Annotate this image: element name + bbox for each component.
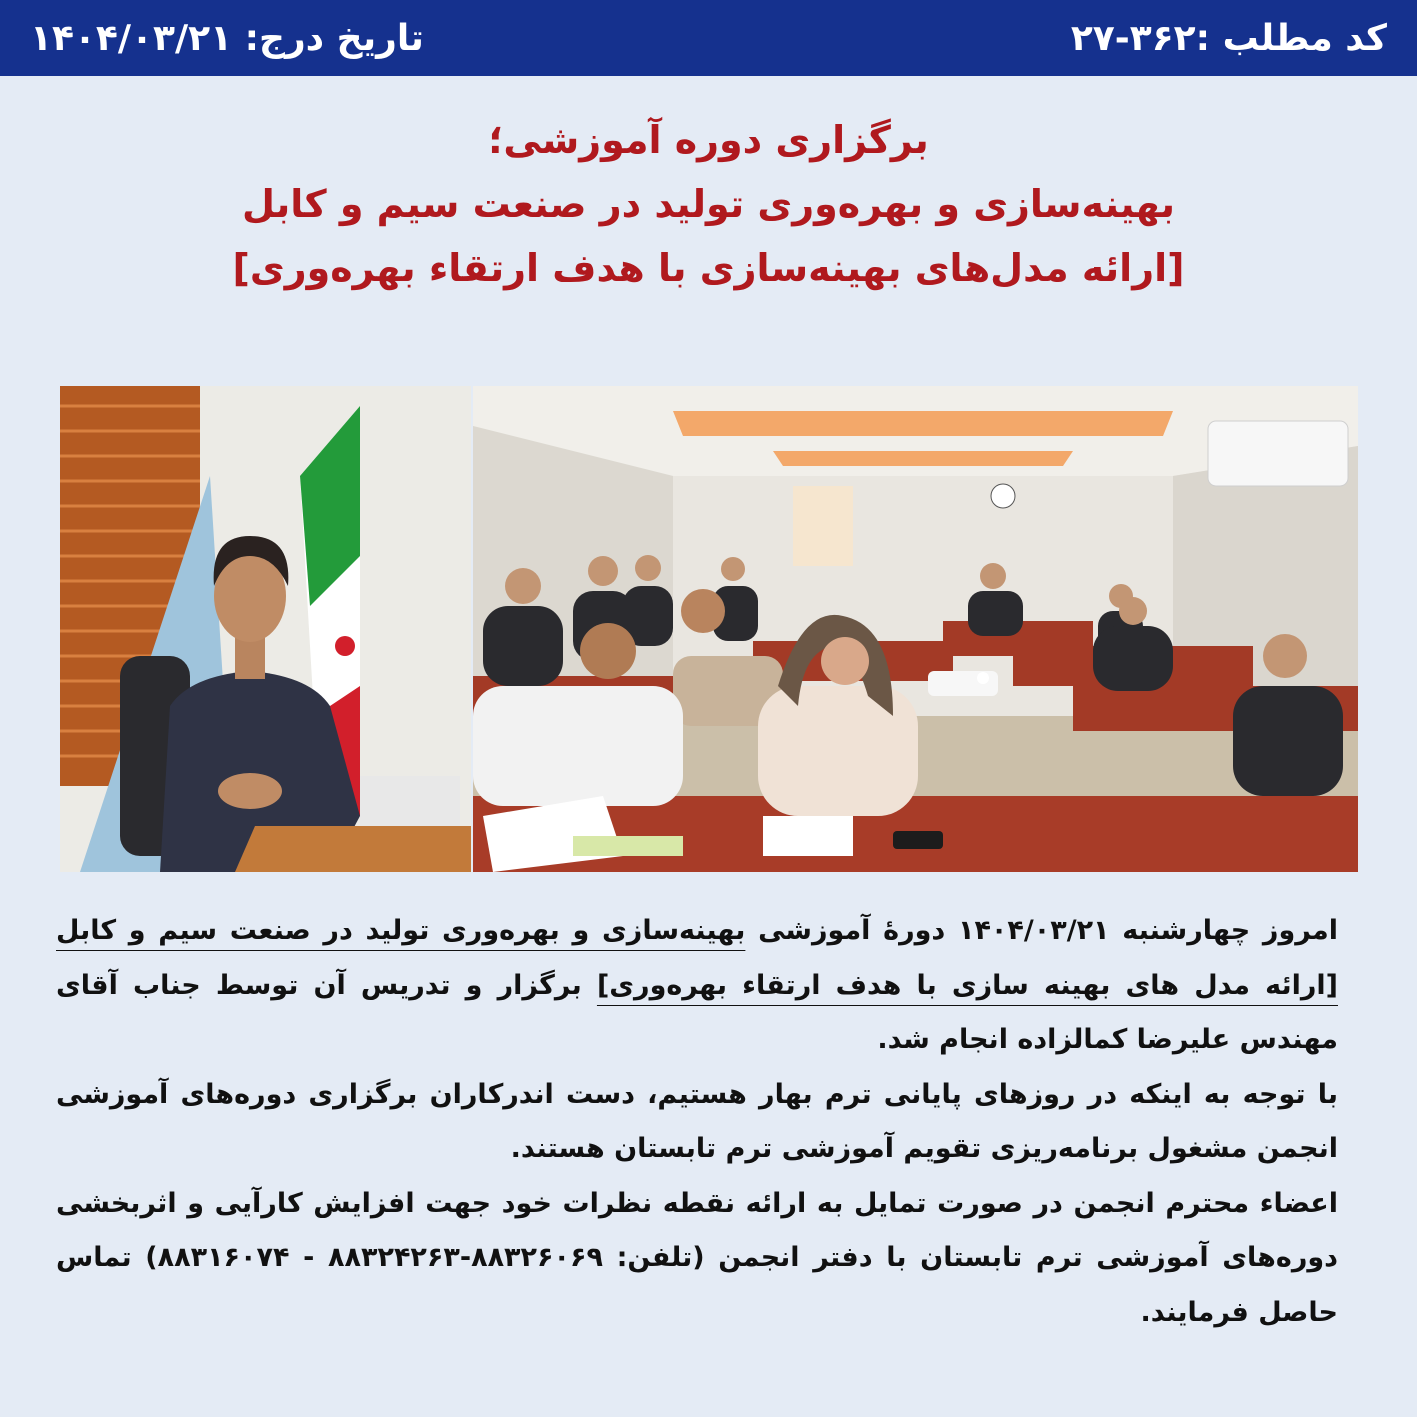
- article-code: کد مطلب :۳۶۲-۲۷: [1070, 17, 1387, 59]
- headline-line-2: بهینه‌سازی و بهره‌وری تولید در صنعت سیم و کابل: [242, 182, 1175, 226]
- paragraph-1: [56, 904, 1338, 1068]
- header-bar: [0, 0, 1417, 76]
- headline: [100, 108, 1317, 300]
- paragraph-3: اعضاء محترم انجمن در صورت تمایل به ارائه نقطه نظرات خود جهت افزایش کارآیی و اثربخشی دوره‌های آموزشی ترم تابستان با دفتر انجمن (تلفن: ۸۸۳۲۶۰۶۹-۸۸۳۲۴۲۶۳ - ۸۸۳۱۶۰۷۴) تماس حاصل فرمایند.: [56, 1187, 1338, 1328]
- paragraph-1-prefix: امروز چهارشنبه ۱۴۰۴/۰۳/۲۱ دورهٔ آموزشی: [745, 915, 1338, 946]
- course-title-underlined: بهینه‌سازی و بهره‌وری تولید در صنعت سیم و کابل [ارائه مدل های بهینه سازی با هدف ارتقاء بهره‌وری]: [56, 915, 1338, 1001]
- publish-date: تاریخ درج: ۱۴۰۴/۰۳/۲۱: [30, 17, 424, 59]
- photo-instructor: [60, 386, 471, 872]
- headline-line-3: [ارائه مدل‌های بهینه‌سازی با هدف ارتقاء بهره‌وری]: [232, 246, 1185, 290]
- paragraph-2: با توجه به اینکه در روزهای پایانی ترم بهار هستیم، دست اندرکاران برگزاری دوره‌های آموزشی انجمن مشغول برنامه‌ریزی تقویم آموزشی ترم تابستان هستند.: [56, 1078, 1338, 1164]
- article-body: [56, 904, 1338, 1340]
- photo-collage: [60, 386, 1358, 872]
- headline-line-1: برگزاری دوره آموزشی؛: [488, 118, 929, 162]
- paragraph-1-suffix: برگزار و تدریس آن توسط جناب آقای مهندس علیرضا کمالزاده انجام شد.: [56, 969, 1338, 1055]
- photo-classroom: [473, 386, 1358, 872]
